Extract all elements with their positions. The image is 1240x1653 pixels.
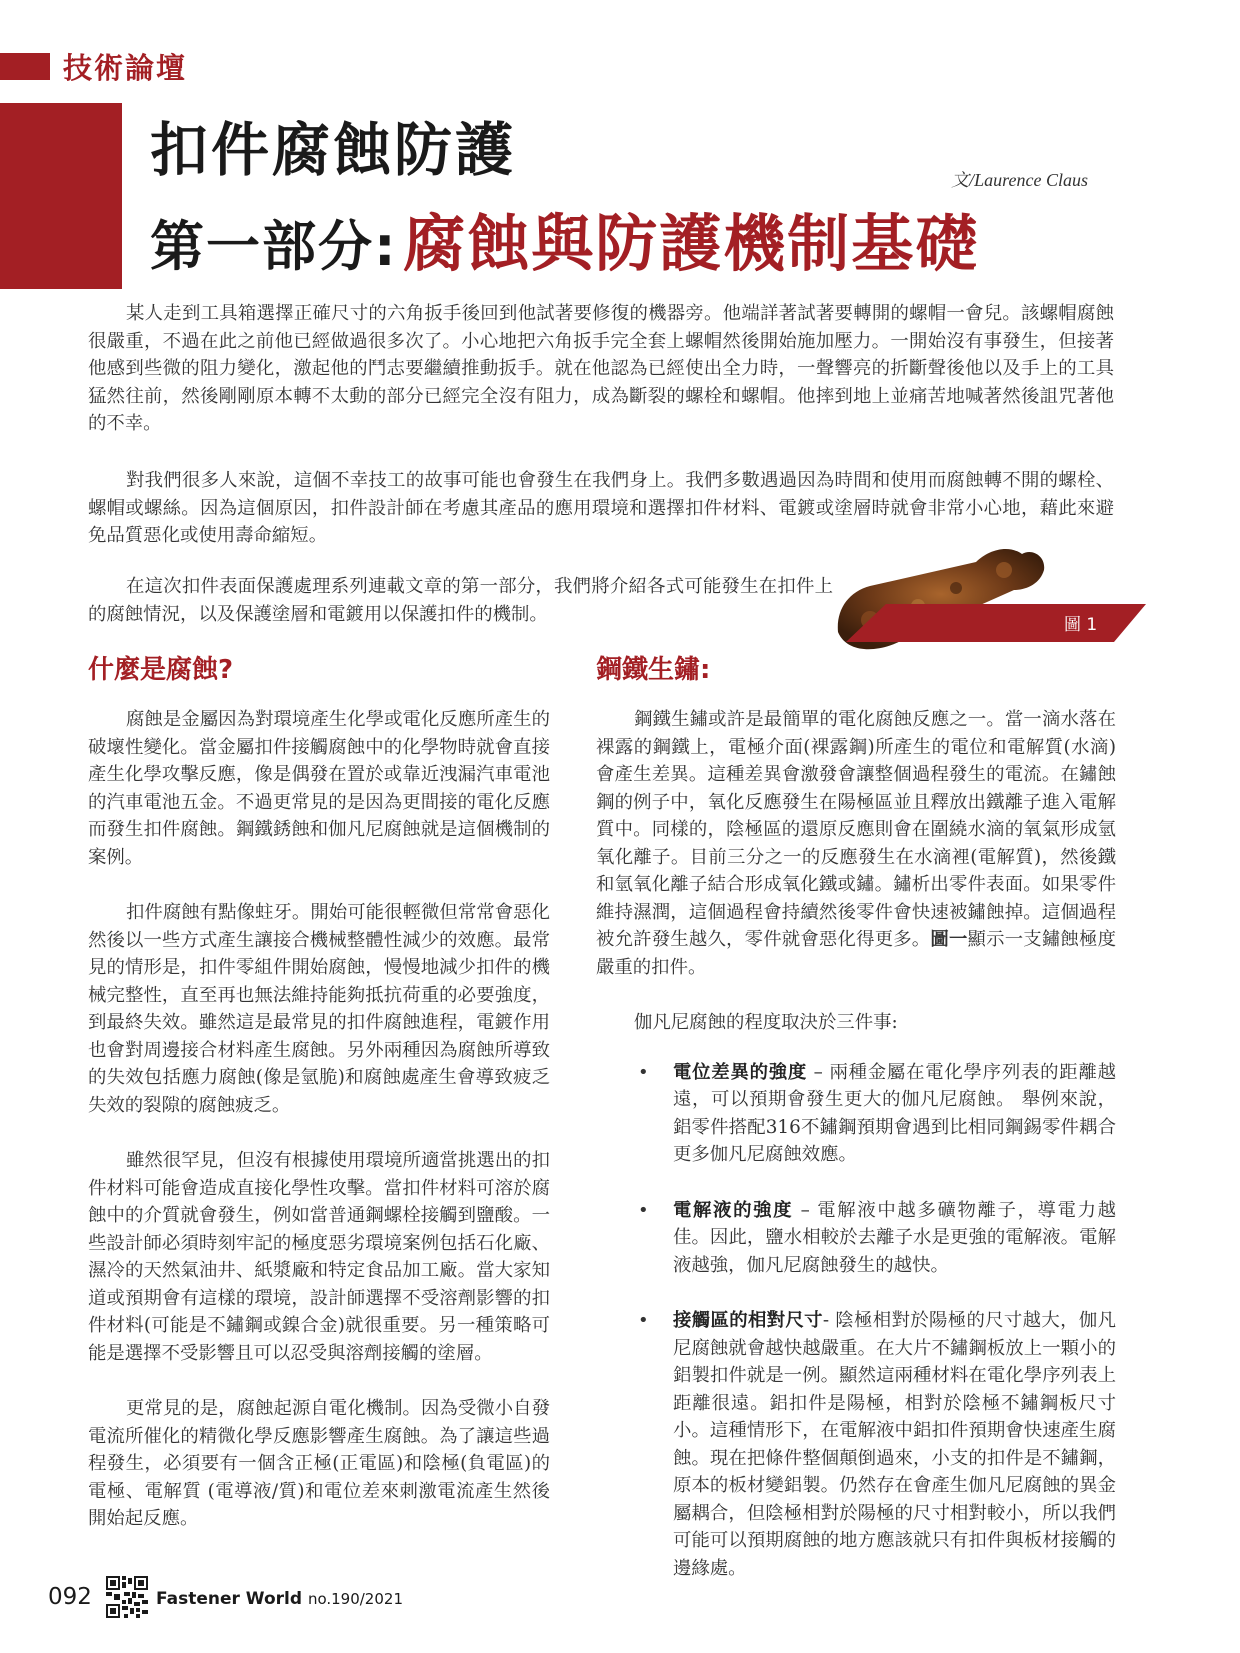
bullet-term: 接觸區的相對尺寸 (673, 1310, 823, 1331)
heading-steel-rust: 鋼鐵生鏽: (596, 655, 711, 685)
bullet-text: – 兩種金屬在電化學序列表的距離越遠，可以預期會發生更大的伽凡尼腐蝕。 舉例來說，鋁零件搭配316不鏽鋼預期會遇到比相同鋼錫零件耦合更多伽凡尼腐蝕效應。 (673, 1061, 1116, 1165)
galvanic-factors-list (596, 1059, 1116, 1583)
right-paragraph-1-tail: 顯示一支鏽蝕極度嚴重的扣件。 (596, 929, 1116, 978)
figure-label: 圖 1 (1064, 615, 1098, 635)
page-number: 092 (48, 1584, 92, 1610)
bullet-text: - 陰極相對於陽極的尺寸越大，伽凡尼腐蝕就會越快越嚴重。在大片不鏽鋼板放上一顆小的鋁製扣件就是一例。顯然這兩種材料在電化學序列表上距離很遠。鋁扣件是陽極，相對於陰極不鏽鋼板尺寸小。這種情形下，在電解液中鋁扣件預期會快速產生腐蝕。現在把條件整個顛倒過來，小支的扣件是不鏽鋼，原本的板材變鋁製。仍然存在會產生伽凡尼腐蝕的異金屬耦合，但陰極相對於陽極的尺寸相對較小，所以我們可能可以預期腐蝕的地方應該就只有扣件與板材接觸的邊緣處。 (673, 1310, 1116, 1579)
right-paragraph-1-main: 鋼鐵生鏽或許是最簡單的電化腐蝕反應之一。當一滴水落在裸露的鋼鐵上，電極介面(裸露鋼)所產生的電位和電解質(水滴)會產生差異。這種差異會激發會讓整個過程發生的電流。在鏽蝕鋼的例子中，氧化反應發生在陽極區並且釋放出鐵離子進入電解質中。同樣的，陰極區的還原反應則會在圍繞水滴的氧氣形成氫氧化離子。目前三分之一的反應發生在水滴裡(電解質)，然後鐵和氫氧化離子結合形成氧化鐵或鏽。鏽析出零件表面。如果零件維持濕潤，這個過程會持續然後零件會快速被鏽蝕掉。這個過程被允許發生越久，零件就會惡化得更多。 (596, 709, 1116, 950)
bullet-term: 電解液的強度 (673, 1199, 794, 1221)
magazine-name (156, 1589, 403, 1609)
bullet-dot-icon: • (638, 1199, 649, 1221)
bullet-term: 電位差異的強度 (673, 1061, 808, 1083)
qr-code-icon (106, 1576, 148, 1618)
list-item (596, 1197, 1116, 1280)
right-paragraph-1 (596, 706, 1116, 981)
heading-what-is-corrosion: 什麼是腐蝕? (88, 655, 234, 685)
left-paragraph-4: 更常見的是，腐蝕起源自電化機制。因為受微小自發電流所催化的精微化學反應影響產生腐蝕。為了讓這些過程發生，必須要有一個含正極(正電區)和陰極(負電區)的電極、電解質 (電導液/質)和電位差來刺激電流產生然後開始起反應。 (88, 1398, 550, 1529)
section-label: 技術論壇 (63, 51, 188, 85)
intro-paragraph-2: 對我們很多人來說，這個不幸技工的故事可能也會發生在我們身上。我們多數遇過因為時間和使用而腐蝕轉不開的螺栓、螺帽或螺絲。因為這個原因，扣件設計師在考慮其產品的應用環境和選擇扣件材料、電鍍或塗層時就會非常小心地，藉此來避免品質惡化或使用壽命縮短。 (88, 470, 1114, 546)
right-paragraph-2: 伽凡尼腐蝕的程度取決於三件事: (634, 1012, 898, 1033)
magazine-issue: no.190/2021 (307, 1590, 403, 1608)
left-paragraph-1: 腐蝕是金屬因為對環境產生化學或電化反應所產生的破壞性變化。當金屬扣件接觸腐蝕中的化學物時就會直接產生化學攻擊反應，像是偶發在置於或靠近洩漏汽車電池的汽車電池五金。不過更常見的是因為更間接的電化反應而發生扣件腐蝕。鋼鐵銹蝕和伽凡尼腐蝕就是這個機制的案例。 (88, 709, 550, 868)
bullet-dot-icon: • (638, 1061, 649, 1083)
subtitle-prefix: 第一部分: (150, 215, 398, 278)
list-item (596, 1059, 1116, 1169)
subtitle-highlight: 腐蝕與防護機制基礎 (403, 207, 980, 280)
figure-reference: 圖一 (930, 929, 968, 950)
bullet-dot-icon: • (638, 1310, 649, 1331)
author-byline: 文/Laurence Claus (951, 170, 1088, 190)
left-column (88, 652, 550, 1533)
title-accent-block (0, 103, 122, 289)
magazine-title: Fastener World (156, 1589, 303, 1609)
left-paragraph-3: 雖然很罕見，但沒有根據使用環境所適當挑選出的扣件材料可能會造成直接化學性攻擊。當扣件材料可溶於腐蝕中的介質就會發生，例如當普通鋼螺栓接觸到鹽酸。一些設計師必須時刻牢記的極度惡劣環境案例包括石化廠、濕冷的天然氣油井、紙漿廠和特定食品加工廠。當大家知道或預期會有這樣的環境，設計師選擇不受溶劑影響的扣件材料(可能是不鏽鋼或鎳合金)就很重要。另一種策略可能是選擇不受影響且可以忍受與溶劑接觸的塗層。 (88, 1150, 550, 1364)
left-paragraph-2: 扣件腐蝕有點像蛀牙。開始可能很輕微但常常會惡化然後以一些方式產生讓接合機械整體性減少的效應。最常見的情形是，扣件零組件開始腐蝕，慢慢地減少扣件的機械完整性，直至再也無法維持能夠抵抗荷重的必要強度，到最終失效。雖然這是最常見的扣件腐蝕進程，電鍍作用也會對周邊接合材料產生腐蝕。另外兩種因為腐蝕所導致的失效包括應力腐蝕(像是氫脆)和腐蝕處產生會導致疲乏失效的裂隙的腐蝕疲乏。 (88, 902, 550, 1116)
right-column (596, 652, 1116, 1610)
figure-label-banner (846, 604, 1146, 642)
article-subtitle (150, 206, 979, 298)
list-item (596, 1307, 1116, 1582)
bullet-text: – 電解液中越多礦物離子，導電力越佳。因此，鹽水相較於去離子水是更強的電解液。電解液越強，伽凡尼腐蝕發生的越快。 (673, 1199, 1116, 1276)
intro-paragraph-1: 某人走到工具箱選擇正確尺寸的六角扳手後回到他試著要修復的機器旁。他端詳著試著要轉開的螺帽一會兒。該螺帽腐蝕很嚴重，不過在此之前他已經做過很多次了。小心地把六角扳手完全套上螺帽然後開始施加壓力。一開始沒有事發生，但接著他感到些微的阻力變化，激起他的鬥志要繼續推動扳手。就在他認為已經使出全力時，一聲響亮的折斷聲後他以及手上的工具猛然往前，然後剛剛原本轉不太動的部分已經完全沒有阻力，成為斷裂的螺栓和螺帽。他摔到地上並痛苦地喊著然後詛咒著他的不幸。 (88, 303, 1114, 434)
section-bar (0, 53, 50, 80)
rusted-fastener-image (826, 540, 1156, 660)
article-title: 扣件腐蝕防護 (150, 116, 517, 184)
intro-paragraph-3: 在這次扣件表面保護處理系列連載文章的第一部分，我們將介紹各式可能發生在扣件上的腐蝕情況，以及保護塗層和電鍍用以保護扣件的機制。 (88, 576, 833, 625)
